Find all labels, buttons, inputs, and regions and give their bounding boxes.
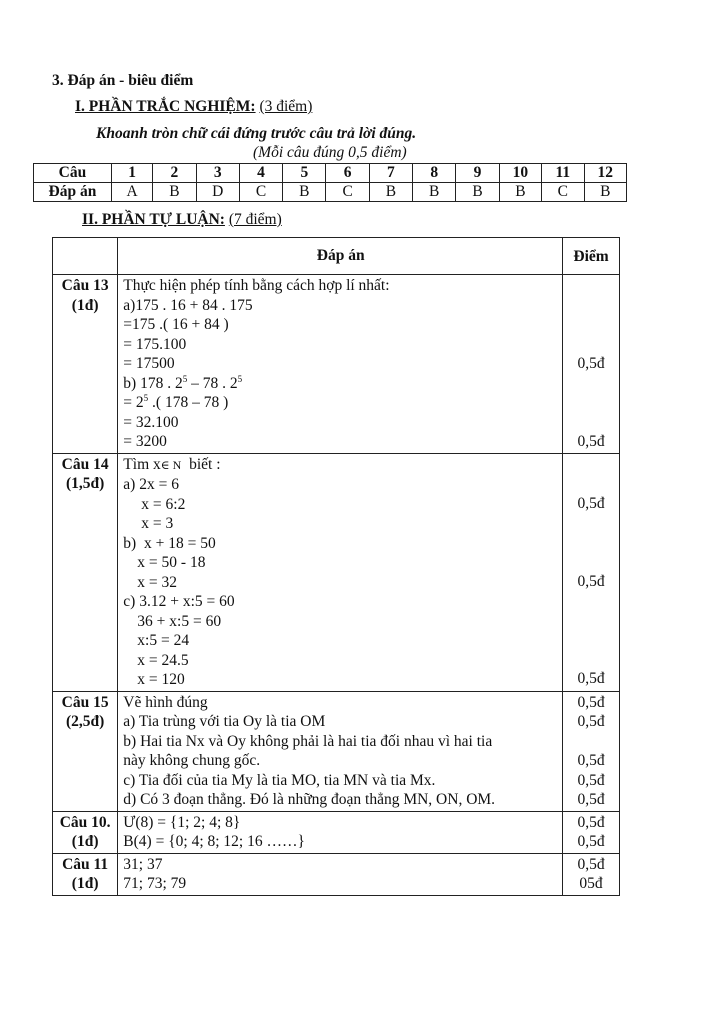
mcq-answer: B	[369, 183, 412, 202]
mcq-answer: C	[239, 183, 282, 202]
q14-score-cell	[563, 453, 620, 691]
q13-points: (1đ)	[71, 296, 99, 314]
q13-line: = 32.100	[123, 413, 179, 431]
mcq-number: 2	[153, 164, 196, 183]
essay-row-q15	[53, 691, 620, 811]
mcq-number: 8	[413, 164, 456, 183]
part1-points: (3 điểm)	[259, 98, 313, 115]
essay-answer-table	[52, 237, 620, 896]
part1-note: (Mỗi câu đúng 0,5 điểm)	[253, 144, 407, 161]
mcq-answer: D	[196, 183, 239, 202]
q13-line: Thực hiện phép tính bằng cách hợp lí nhất:	[123, 277, 390, 294]
essay-header-answer: Đáp án	[118, 238, 563, 275]
q10-points: (1đ)	[71, 833, 99, 850]
q13-score: 0,5đ	[577, 433, 605, 450]
q15-label: Câu 15	[61, 693, 109, 711]
q13-line: = 175.100	[123, 335, 187, 353]
q14-set-symbol: ∈ N	[160, 457, 182, 472]
essay-header-score: Điểm	[563, 238, 620, 275]
q13-label-cell	[53, 275, 118, 454]
part1-heading-line	[75, 98, 312, 116]
q14-line: x = 24.5	[137, 651, 189, 669]
q15-score: 0,5đ	[577, 791, 605, 808]
mcq-row1-label: Câu	[34, 164, 112, 183]
q14-line: x = 3	[141, 515, 174, 532]
q13-label: Câu 13	[61, 277, 109, 294]
q13-text: .( 178 – 78 )	[148, 394, 229, 411]
mcq-number: 11	[542, 164, 584, 183]
q13-line: a)175 . 16 + 84 . 175	[123, 296, 253, 314]
essay-row-q11	[53, 853, 620, 895]
q13-line	[123, 393, 558, 413]
part2-heading-line	[82, 211, 282, 229]
q14-line: b) x + 18 = 50	[123, 534, 216, 552]
essay-header-blank	[53, 238, 118, 275]
q11-points: (1đ)	[71, 875, 99, 892]
q15-line: này không chung gốc.	[123, 752, 261, 769]
q14-line: 36 + x:5 = 60	[137, 612, 222, 630]
q14-score: 0,5đ	[577, 572, 605, 590]
q13-text: – 78 . 2	[187, 374, 238, 392]
q14-line: x:5 = 24	[137, 632, 190, 649]
q15-score: 0,5đ	[577, 752, 605, 769]
q11-label-cell	[53, 853, 118, 895]
q10-answer-cell	[118, 811, 563, 853]
q13-line	[123, 374, 558, 394]
essay-row-q14	[53, 453, 620, 691]
q14-score: 0,5đ	[577, 494, 605, 512]
q10-line: B(4) = {0; 4; 8; 12; 16 ……}	[123, 833, 305, 850]
q15-score-cell	[563, 691, 620, 811]
part2-points: (7 điểm)	[228, 211, 282, 228]
mcq-answer: C	[326, 183, 369, 202]
q14-line: x = 50 - 18	[137, 554, 206, 571]
q13-line: = 3200	[123, 433, 167, 450]
q15-score: 0,5đ	[577, 693, 605, 711]
q14-line: x = 6:2	[141, 495, 186, 513]
q13-line: =175 .( 16 + 84 )	[123, 316, 229, 333]
q11-score: 0,5đ	[577, 855, 605, 873]
mcq-number: 9	[456, 164, 499, 183]
q11-score: 05đ	[579, 875, 603, 892]
part1-heading: I. PHẦN TRẮC NGHIỆM:	[75, 98, 256, 115]
mcq-answer: C	[542, 183, 584, 202]
mcq-number: 5	[283, 164, 326, 183]
q11-line: 31; 37	[123, 855, 163, 873]
q13-score: 0,5đ	[577, 355, 605, 372]
q10-score: 0,5đ	[577, 833, 605, 850]
mcq-answer: B	[584, 183, 627, 202]
q10-label-cell	[53, 811, 118, 853]
q14-line: a) 2x = 6	[123, 476, 179, 493]
part1-instruction: Khoanh tròn chữ cái đứng trước câu trả lời đúng.	[96, 125, 417, 142]
q15-line: Vẽ hình đúng	[123, 693, 208, 711]
q14-line: x = 120	[137, 671, 185, 688]
q13-text: b) 178 . 2	[123, 374, 183, 392]
mcq-number: 10	[499, 164, 541, 183]
q13-line: = 17500	[123, 355, 175, 372]
q13-exponent: 5	[237, 373, 243, 384]
q14-points: (1,5đ)	[65, 475, 105, 492]
mcq-answer: B	[153, 183, 196, 202]
q15-label-cell	[53, 691, 118, 811]
q10-score: 0,5đ	[577, 813, 605, 831]
q14-label-cell	[53, 453, 118, 691]
mcq-row2-label: Đáp án	[34, 183, 112, 202]
mcq-number: 6	[326, 164, 369, 183]
q10-score-cell	[563, 811, 620, 853]
mcq-number: 1	[111, 164, 152, 183]
q14-text: Tìm x	[123, 455, 161, 473]
q14-score: 0,5đ	[577, 670, 605, 687]
q14-line: c) 3.12 + x:5 = 60	[123, 593, 235, 610]
q11-line: 71; 73; 79	[123, 875, 187, 892]
mcq-answer: B	[283, 183, 326, 202]
mcq-number: 3	[196, 164, 239, 183]
q13-exponent: 5	[143, 392, 149, 403]
q13-answer-cell	[118, 275, 563, 454]
q14-label: Câu 14	[61, 455, 109, 473]
essay-row-q10	[53, 811, 620, 853]
q15-score: 0,5đ	[577, 771, 605, 789]
mcq-answer: B	[456, 183, 499, 202]
essay-row-q13	[53, 275, 620, 454]
mcq-answer: B	[499, 183, 541, 202]
q15-points: (2,5đ)	[65, 713, 105, 730]
q15-line: b) Hai tia Nx và Oy không phải là hai tia đối nhau vì hai tia	[123, 732, 493, 750]
q14-text: biết :	[181, 455, 221, 473]
q15-score: 0,5đ	[577, 713, 605, 730]
essay-header-row	[53, 238, 620, 275]
mcq-answer: A	[111, 183, 152, 202]
q15-line: a) Tia trùng với tia Oy là tia OM	[123, 713, 326, 730]
q15-line: d) Có 3 đoạn thẳng. Đó là những đoạn thẳng MN, ON, OM.	[123, 791, 496, 808]
q11-label: Câu 11	[62, 855, 109, 873]
mcq-answer-table	[33, 163, 627, 202]
q10-line: Ư(8) = {1; 2; 4; 8}	[123, 813, 241, 831]
mcq-number: 4	[239, 164, 282, 183]
q10-label: Câu 10.	[59, 813, 111, 831]
q15-line: c) Tia đối của tia My là tia MO, tia MN và tia Mx.	[123, 771, 436, 789]
mcq-number: 12	[584, 164, 627, 183]
q15-answer-cell	[118, 691, 563, 811]
q13-text: = 2	[123, 394, 144, 411]
mcq-number-row	[34, 164, 627, 183]
q14-line	[123, 455, 558, 476]
mcq-answer: B	[413, 183, 456, 202]
q11-answer-cell	[118, 853, 563, 895]
q14-line: x = 32	[137, 573, 178, 591]
section-title: 3. Đáp án - biêu điểm	[52, 72, 194, 89]
mcq-number: 7	[369, 164, 412, 183]
part2-heading: II. PHẦN TỰ LUẬN:	[82, 211, 225, 228]
q11-score-cell	[563, 853, 620, 895]
q14-answer-cell	[118, 453, 563, 691]
q13-exponent: 5	[182, 373, 188, 384]
q13-score-cell	[563, 275, 620, 454]
mcq-answer-row	[34, 183, 627, 202]
